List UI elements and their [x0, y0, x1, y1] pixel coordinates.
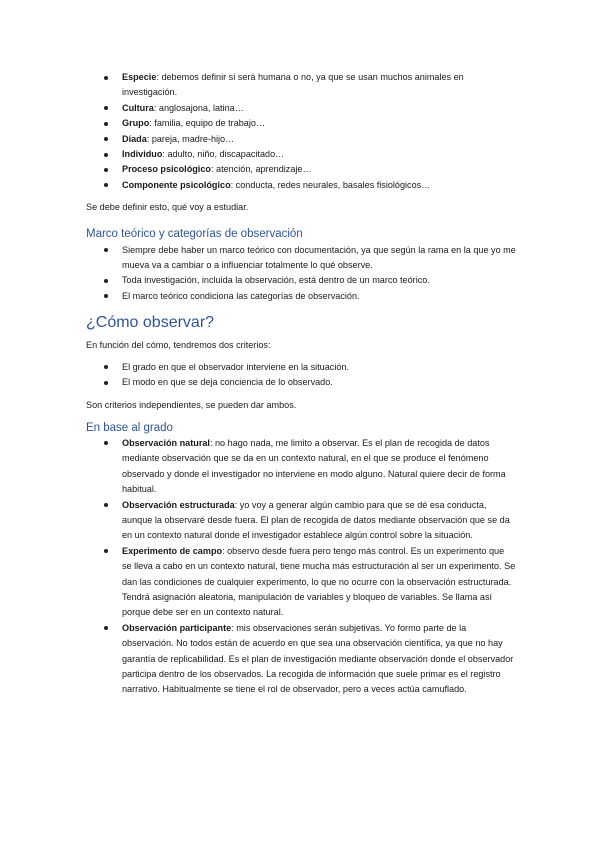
item-text: : yo voy a generar algún cambio para que se dé esa conducta, aunque la observaré desde fuera. El plan de recogida de datos mediante observación que se da en un contexto natural donde el investigador establece algún control sobre la situación.	[122, 499, 510, 541]
item-term: Proceso psicológico	[122, 164, 211, 175]
criteria-list	[86, 360, 516, 391]
item-term: Especie	[122, 72, 157, 82]
observation-types-list	[86, 436, 516, 698]
item-term: Observación natural	[122, 437, 210, 448]
page-content	[86, 70, 516, 698]
list-item	[86, 436, 516, 498]
section-heading-como: ¿Cómo observar?	[86, 314, 215, 332]
list-item	[86, 621, 516, 698]
list-item	[86, 70, 516, 101]
list-item	[86, 178, 516, 193]
marco-list	[86, 243, 516, 305]
item-text: : mis observaciones serán subjetivas. Yo formo parte de la observación. No todos están de acuerdo en que sea una observación científica, ya que no hay garantía de replicabilidad. Es el plan de investigación mediante observación donde el observador participa dentro de los observados. La recogida de información que suele primar es el registro narrativo. Habitualmente se tiene el rol de observador, pero a veces actúa camuflado.	[122, 622, 514, 695]
item-term: Observación estructurada	[122, 499, 235, 510]
item-text: : no hago nada, me limito a observar. Es el plan de recogida de datos mediante observación que se da en un contexto natural, en el que se produce el fenómeno observado y donde el investigador no interviene en modo alguno. Natural quiere decir de forma habitual.	[122, 437, 506, 495]
list-item: Siempre debe haber un marco teórico con documentación, ya que según la rama en la que yo me mueva va a cambiar o a influenciar totalmente lo qué observe.	[86, 243, 516, 274]
item-term: Experimento de campo	[122, 545, 223, 556]
list-item: El grado en que el observador interviene en la situación.	[86, 360, 516, 375]
list-item	[86, 147, 516, 162]
item-text: : anglosajona, latina…	[153, 102, 244, 113]
item-term: Componente psicológico	[122, 179, 231, 190]
list-item	[86, 498, 516, 544]
item-term: Grupo	[122, 118, 150, 129]
item-text: : conducta, redes neurales, basales fisiológicos…	[230, 179, 431, 190]
section-heading-grado: En base al grado	[86, 421, 173, 434]
list-item: Toda investigación, incluida la observación, está dentro de un marco teórico.	[86, 273, 516, 288]
paragraph: Son criterios independientes, se pueden dar ambos.	[86, 399, 297, 410]
item-term: Díada	[122, 133, 147, 144]
study-levels-list	[86, 70, 516, 193]
paragraph: En función del cómo, tendremos dos criterios:	[86, 340, 271, 351]
list-item	[86, 101, 516, 116]
item-term: Observación participante	[122, 622, 232, 633]
item-text: : debemos definir si será humana o no, ya que se usan muchos animales en investigación.	[122, 72, 464, 98]
item-text: : familia, equipo de trabajo…	[149, 118, 266, 129]
list-item	[86, 162, 516, 177]
item-text: : observo desde fuera pero tengo más control. Es un experimento que se lleva a cabo en un contexto natural, tiene mucha más estructuración al ser un experimento. Se dan las condiciones de cualquier experimento, lo que no ocurre con la observación estructurada. Tendrá asignación aleatoria, manipulación de variables y bloqueo de variables. Se llama así porque debe ser en un contexto natural.	[122, 545, 516, 618]
item-term: Individuo	[122, 149, 163, 160]
list-item: El marco teórico condiciona las categorías de observación.	[86, 289, 516, 304]
list-item	[86, 132, 516, 147]
list-item	[86, 544, 516, 621]
item-term: Cultura	[122, 102, 154, 113]
list-item: El modo en que se deja conciencia de lo observado.	[86, 375, 516, 390]
paragraph: Se debe definir esto, qué voy a estudiar.	[86, 202, 249, 213]
section-heading-marco: Marco teórico y categorías de observación	[86, 227, 303, 240]
item-text: : adulto, niño, discapacitado…	[162, 149, 285, 160]
item-text: : atención, aprendizaje…	[210, 164, 312, 175]
list-item	[86, 116, 516, 131]
item-text: : pareja, madre-hijo…	[146, 133, 235, 144]
